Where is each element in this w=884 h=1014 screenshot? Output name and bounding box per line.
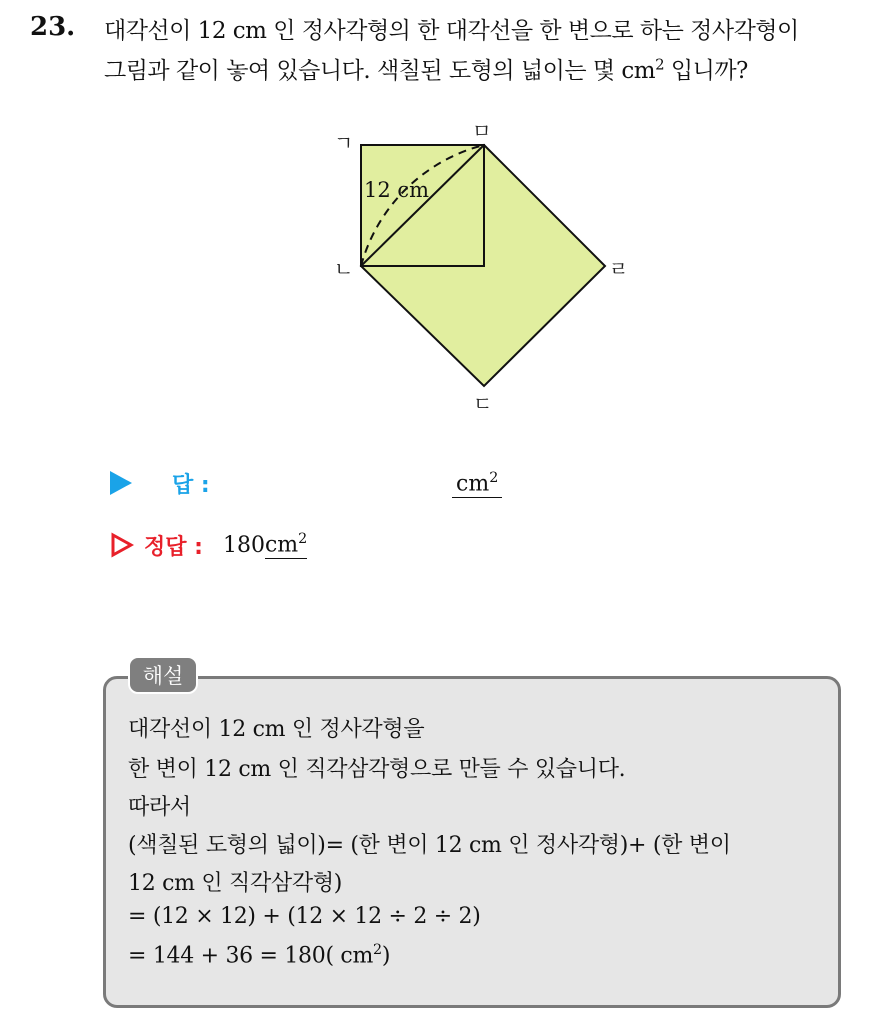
answer-unit-superscript: 2 <box>489 470 499 486</box>
correct-answer-unit <box>265 531 307 559</box>
explanation-line-3: 따라서 <box>128 795 191 820</box>
question-text-line-2-main: 그림과 같이 놓여 있습니다. 색칠된 도형의 넓이는 몇 cm <box>104 58 656 84</box>
explanation-line-7-superscript: 2 <box>373 942 382 958</box>
answer-unit-base: cm <box>456 471 490 497</box>
question-text-line-2-tail: 입니까? <box>664 58 748 84</box>
explanation-tag: 해설 <box>128 656 198 694</box>
correct-answer-value: 180 <box>222 532 265 558</box>
play-triangle-icon <box>110 471 132 495</box>
outline-triangle-icon <box>110 532 134 558</box>
vertex-label-top-right: ㅁ <box>472 119 492 143</box>
question-number: 23. <box>30 12 76 42</box>
explanation-line-4: (색칠된 도형의 넓이)= (한 변이 12 cm 인 정사각형)+ (한 변이 <box>128 833 731 858</box>
explanation-line-5: 12 cm 인 직각삼각형) <box>128 871 343 896</box>
correct-answer-row <box>110 528 307 562</box>
answer-label: 답 : <box>172 472 210 498</box>
explanation-line-2: 한 변이 12 cm 인 직각삼각형으로 만들 수 있습니다. <box>128 757 626 782</box>
explanation-line-1: 대각선이 12 cm 인 정사각형을 <box>128 717 425 742</box>
correct-answer-unit-superscript: 2 <box>298 530 308 547</box>
vertex-label-right: ㄹ <box>609 257 629 281</box>
answer-blank-unit[interactable] <box>452 470 502 498</box>
question-text-line-1: 대각선이 12 cm 인 정사각형의 한 대각선을 한 변으로 하는 정사각형이 <box>104 18 799 44</box>
length-label: 12 cm <box>364 178 430 202</box>
explanation-line-6: = (12 × 12) + (12 × 12 ÷ 2 ÷ 2) <box>128 904 481 929</box>
vertex-label-bottom: ㄷ <box>473 392 493 416</box>
geometry-figure <box>320 108 650 418</box>
explanation-line-7 <box>128 942 390 968</box>
vertex-label-top-left: ㄱ <box>334 131 354 155</box>
vertex-label-left: ㄴ <box>334 257 354 281</box>
explanation-line-7-main: = 144 + 36 = 180( cm <box>128 943 374 969</box>
correct-answer-label: 정답 : <box>144 534 203 560</box>
question-unit-superscript: 2 <box>655 55 665 74</box>
correct-answer-unit-base: cm <box>264 532 299 558</box>
answer-row <box>110 466 210 500</box>
question-text-line-2 <box>104 52 748 85</box>
explanation-line-7-close: ) <box>381 943 391 969</box>
